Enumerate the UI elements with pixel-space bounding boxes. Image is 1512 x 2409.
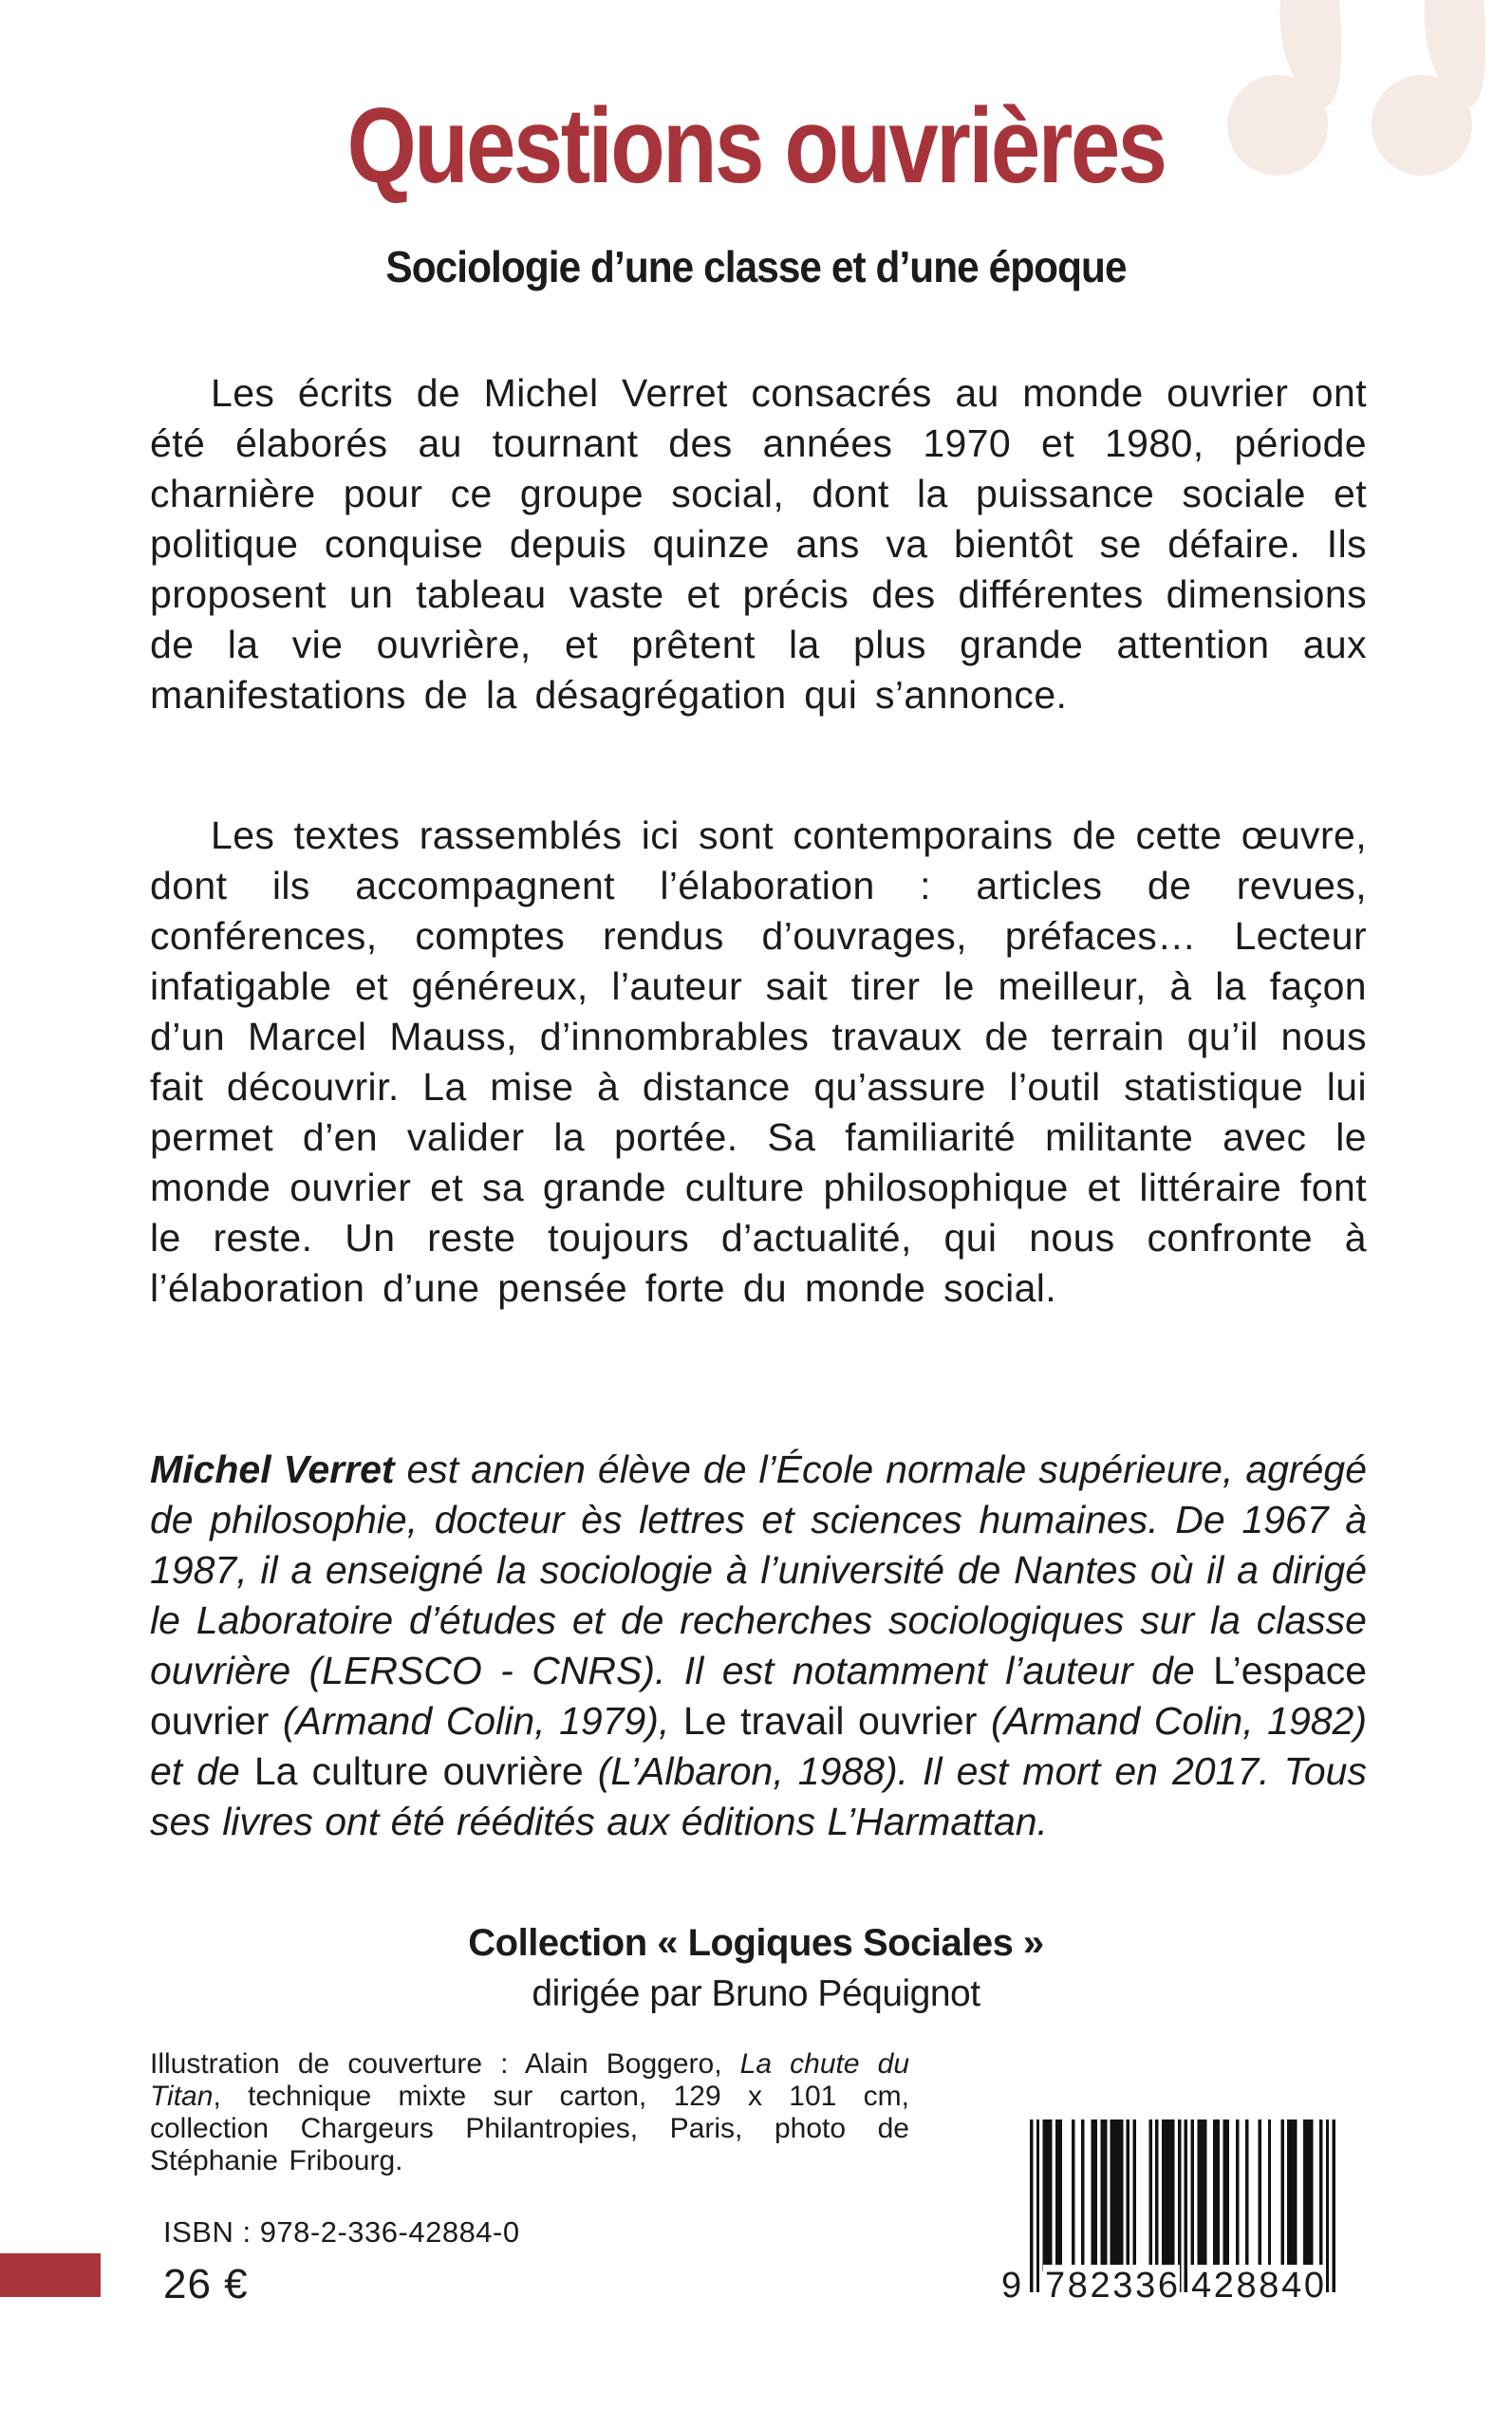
price: 26 € [163, 2261, 249, 2307]
collection-block [0, 1917, 1512, 2020]
barcode-digit-group-2 [1043, 2265, 1180, 2306]
ean13-barcode [1001, 2120, 1335, 2309]
barcode-digit: 7 [1045, 2266, 1066, 2306]
text-segment: , technique mixte sur carton, 129 x 101 cm, collection Chargeurs Philantropies, Paris, photo de Stéphanie Fribourg. [150, 2081, 909, 2176]
barcode-digit: 8 [1067, 2266, 1088, 2306]
text-segment: La chute du Titan [150, 2048, 910, 2112]
barcode-digit: 0 [1303, 2266, 1324, 2306]
barcode-digit: 2 [1213, 2266, 1234, 2306]
isbn-number: ISBN : 978-2-336-42884-0 [163, 2215, 520, 2249]
text-segment: La culture ouvrière [253, 1749, 598, 1793]
barcode-digit: 4 [1191, 2266, 1212, 2306]
barcode-digit: 4 [1281, 2266, 1302, 2306]
barcode-digit: 8 [1259, 2266, 1279, 2306]
spine-color-tab [0, 2253, 101, 2297]
text-segment: (L’Albaron, 1988). [597, 1749, 909, 1793]
collection-name: Collection « Logiques Sociales » [468, 1922, 1044, 1964]
blurb-paragraph-2: Les textes rassemblés ici sont contemporains de cette œuvre, dont ils accompagnent l’élaboration : articles de revues, conférences, comptes rendus d’ouvrages, préfaces… Lecteur infatigable et généreux, l’auteur sait tirer le meilleur, à la façon d’un Marcel Mauss, d’innombrables travaux de terrain qu’il nous fait découvrir. La mise à distance qu’assure l’outil statistique lui permet d’en valider la portée. Sa familiarité militante avec le monde ouvrier et sa grande culture philosophique et littéraire font le reste. Un reste toujours d’actualité, qui nous confronte à l’élaboration d’une pensée forte du monde social. [150, 813, 1367, 1310]
author-bio [150, 1445, 1367, 1847]
barcode-digit: 3 [1135, 2266, 1156, 2306]
text-segment: Michel Verret [150, 1447, 395, 1491]
text-segment: Il est mort en 2017. Tous ses livres ont été réédités aux éditions L’Harmattan. [150, 1749, 1367, 1843]
book-subtitle: Sociologie d’une classe et d’une époque [385, 242, 1127, 291]
barcode-digit-group-1: 9 [1001, 2265, 1026, 2306]
text-segment: Illustration de couverture : Alain Boggero, [150, 2048, 740, 2080]
barcode-digit: 8 [1236, 2266, 1257, 2306]
book-title: Questions ouvrières [346, 86, 1166, 205]
text-segment: Le travail ouvrier [669, 1699, 991, 1743]
barcode-digit: 6 [1157, 2266, 1178, 2306]
text-segment: est ancien élève de l’École normale supérieure, agrégé de philosophie, docteur ès lettres et sciences humaines. De 1967 à 1987, il a enseigné la sociologie à l’université de Nantes où il a dirigé le Laboratoire d’études et de recherches sociologiques sur la classe ouvrière (LERSCO - CNRS). Il est notamment l’auteur de [150, 1447, 1367, 1692]
blurb-paragraph-1: Les écrits de Michel Verret consacrés au monde ouvrier ont été élaborés au tournant des années 1970 et 1980, période charnière pour ce groupe social, dont la puissance sociale et politique conquise depuis quinze ans va bientôt se défaire. Ils proposent un tableau vaste et précis des différentes dimensions de la vie ouvrière, et prêtent la plus grande attention aux manifestations de la désagrégation qui s’annonce. [150, 371, 1367, 717]
collection-director: dirigée par Bruno Péquignot [532, 1973, 980, 2014]
text-segment: (Armand Colin, 1982) [990, 1699, 1368, 1743]
barcode-digit: 2 [1090, 2266, 1111, 2306]
barcode-digit-group-3 [1189, 2265, 1326, 2306]
cover-illustration-credit [150, 2048, 909, 2177]
barcode-digit: 3 [1112, 2266, 1133, 2306]
text-segment: (Armand Colin, 1979), [282, 1699, 670, 1743]
text-segment: L’espace ouvrier [150, 1649, 1367, 1743]
text-segment: et de [150, 1749, 254, 1793]
